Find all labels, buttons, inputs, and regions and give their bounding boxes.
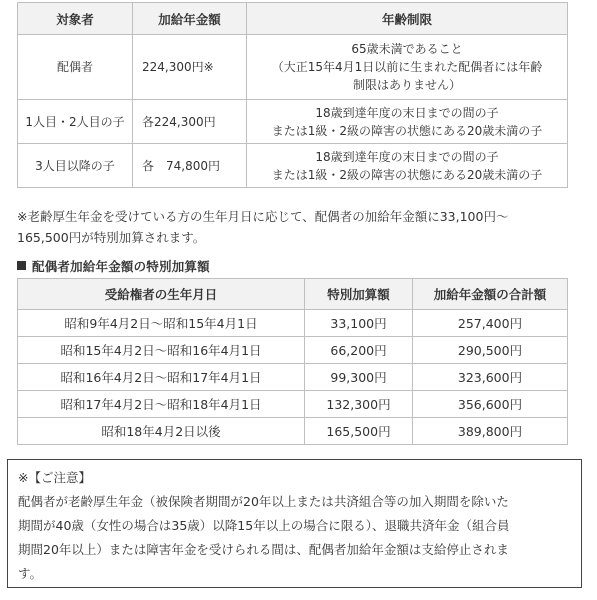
table-header-row xyxy=(18,3,568,35)
caution-line: す。 xyxy=(18,566,43,581)
special-cell: 33,100円 xyxy=(305,310,413,337)
limit-cell xyxy=(247,35,568,100)
section-title-text: 配偶者加給年金額の特別加算額 xyxy=(32,259,210,274)
limit-cell xyxy=(247,100,568,144)
birth-cell: 昭和9年4月2日～昭和15年4月1日 xyxy=(18,310,305,337)
total-cell: 290,500円 xyxy=(413,337,568,364)
total-cell: 389,800円 xyxy=(413,418,568,445)
caution-line: 期間20年以上）または障害年金を受けられる間は、配偶者加給年金額は支給停止されま xyxy=(18,542,509,557)
table-row xyxy=(18,364,568,391)
table-row xyxy=(18,337,568,364)
table-row xyxy=(18,100,568,144)
caution-line: 配偶者が老齢厚生年金（被保険者期間が20年以上または共済組合等の加入期間を除いた xyxy=(18,494,509,509)
header-age-limit: 年齢制限 xyxy=(247,3,568,35)
table-header-row xyxy=(18,279,568,310)
limit-line: または1級・2級の障害の状態にある20歳未満の子 xyxy=(271,167,543,182)
total-cell: 356,600円 xyxy=(413,391,568,418)
header-amount: 加給年金額 xyxy=(133,3,247,35)
target-cell: 配偶者 xyxy=(18,35,133,100)
birth-cell: 昭和15年4月2日～昭和16年4月1日 xyxy=(18,337,305,364)
amount-cell: 各 74,800円 xyxy=(133,144,247,188)
target-cell: 3人目以降の子 xyxy=(18,144,133,188)
special-cell: 132,300円 xyxy=(305,391,413,418)
birth-cell: 昭和16年4月2日～昭和17年4月1日 xyxy=(18,364,305,391)
special-cell: 66,200円 xyxy=(305,337,413,364)
birth-cell: 昭和17年4月2日～昭和18年4月1日 xyxy=(18,391,305,418)
total-cell: 323,600円 xyxy=(413,364,568,391)
limit-line: 18歳到達年度の末日までの間の子 xyxy=(315,149,499,164)
spouse-child-allowance-table xyxy=(17,2,568,188)
total-cell: 257,400円 xyxy=(413,310,568,337)
amount-cell: 各224,300円 xyxy=(133,100,247,144)
header-total-amount: 加給年金額の合計額 xyxy=(413,279,568,310)
limit-line: 制限はありません） xyxy=(352,78,461,92)
limit-line: 65歳未満であること xyxy=(351,42,463,56)
limit-line: または1級・2級の障害の状態にある20歳未満の子 xyxy=(271,123,543,138)
table-row xyxy=(18,391,568,418)
amount-cell: 224,300円※ xyxy=(133,35,247,100)
square-bullet-icon xyxy=(17,261,26,270)
table-row xyxy=(18,35,568,100)
note-line: 165,500円が特別加算されます。 xyxy=(17,230,206,245)
table-row xyxy=(18,144,568,188)
birth-cell: 昭和18年4月2日以後 xyxy=(18,418,305,445)
header-birth-date: 受給権者の生年月日 xyxy=(18,279,305,310)
target-cell: 1人目・2人目の子 xyxy=(18,100,133,144)
section-title xyxy=(17,257,210,275)
special-addition-note xyxy=(17,206,577,248)
limit-cell xyxy=(247,144,568,188)
note-line: ※老齢厚生年金を受けている方の生年月日に応じて、配偶者の加給年金額に33,100円～ xyxy=(17,209,509,224)
limit-line: （大正15年4月1日以前に生まれた配偶者には年齢 xyxy=(271,60,543,74)
special-addition-table xyxy=(17,278,568,445)
special-cell: 99,300円 xyxy=(305,364,413,391)
caution-title: ※【ご注意】 xyxy=(18,470,91,485)
caution-line: 期間が40歳（女性の場合は35歳）以降15年以上の場合に限る）、退職共済年金（組合員 xyxy=(18,518,510,533)
caution-box xyxy=(7,459,582,588)
special-cell: 165,500円 xyxy=(305,418,413,445)
table-row xyxy=(18,418,568,445)
table-row xyxy=(18,310,568,337)
header-target: 対象者 xyxy=(18,3,133,35)
header-special-amount: 特別加算額 xyxy=(305,279,413,310)
limit-line: 18歳到達年度の末日までの間の子 xyxy=(315,105,499,120)
